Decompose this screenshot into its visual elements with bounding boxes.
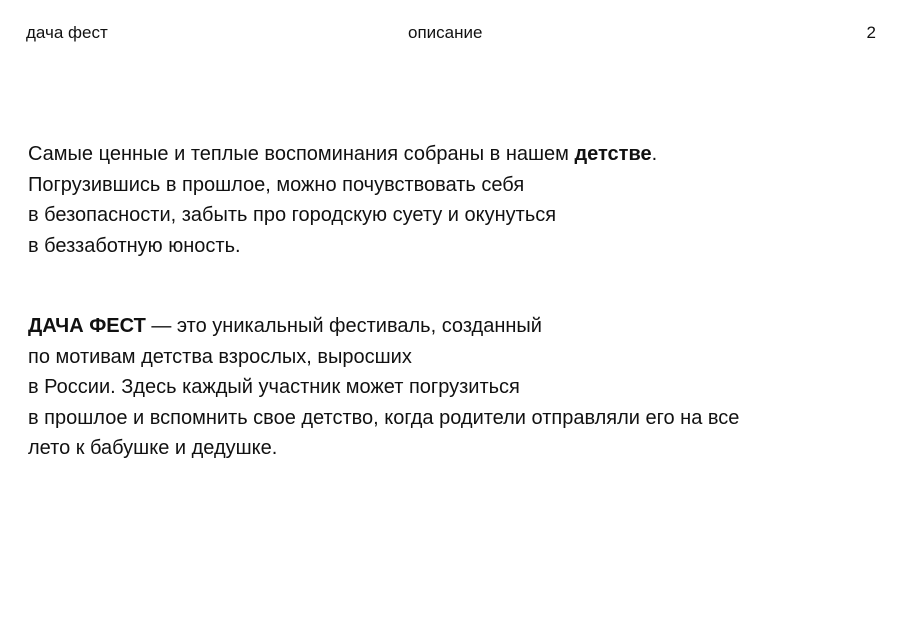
festival-line-4: в прошлое и вспомнить свое детство, когда родители отправляли его на все [28,406,740,429]
intro-emphasis: детстве [574,143,652,165]
festival-line-5: лето к бабушке и дедушке. [28,437,278,459]
brand-name: дача фест [26,23,108,42]
festival-line-1 [28,311,868,342]
festival-description-paragraph [28,311,868,464]
intro-line-3: в безопасности, забыть про городскую суету и окунуться [28,204,557,226]
festival-line-1-text: — это уникальный фестиваль, созданный [145,315,542,337]
festival-line-3: в России. Здесь каждый участник может погрузиться [28,376,520,398]
intro-line-1-text: Самые ценные и теплые воспоминания собраны в нашем [28,143,575,165]
intro-line-1-end: . [651,143,658,165]
intro-paragraph [28,139,868,261]
intro-line-1 [28,139,868,170]
intro-line-2: Погрузившись в прошлое, можно почувствовать себя [28,173,525,196]
festival-line-2: по мотивам детства взрослых, выросших [28,345,412,368]
festival-name: ДАЧА ФЕСТ [28,315,146,337]
section-title: описание [408,23,483,42]
intro-line-4: в беззаботную юность. [28,234,241,257]
page-header [26,22,876,44]
page-number: 2 [866,23,876,42]
